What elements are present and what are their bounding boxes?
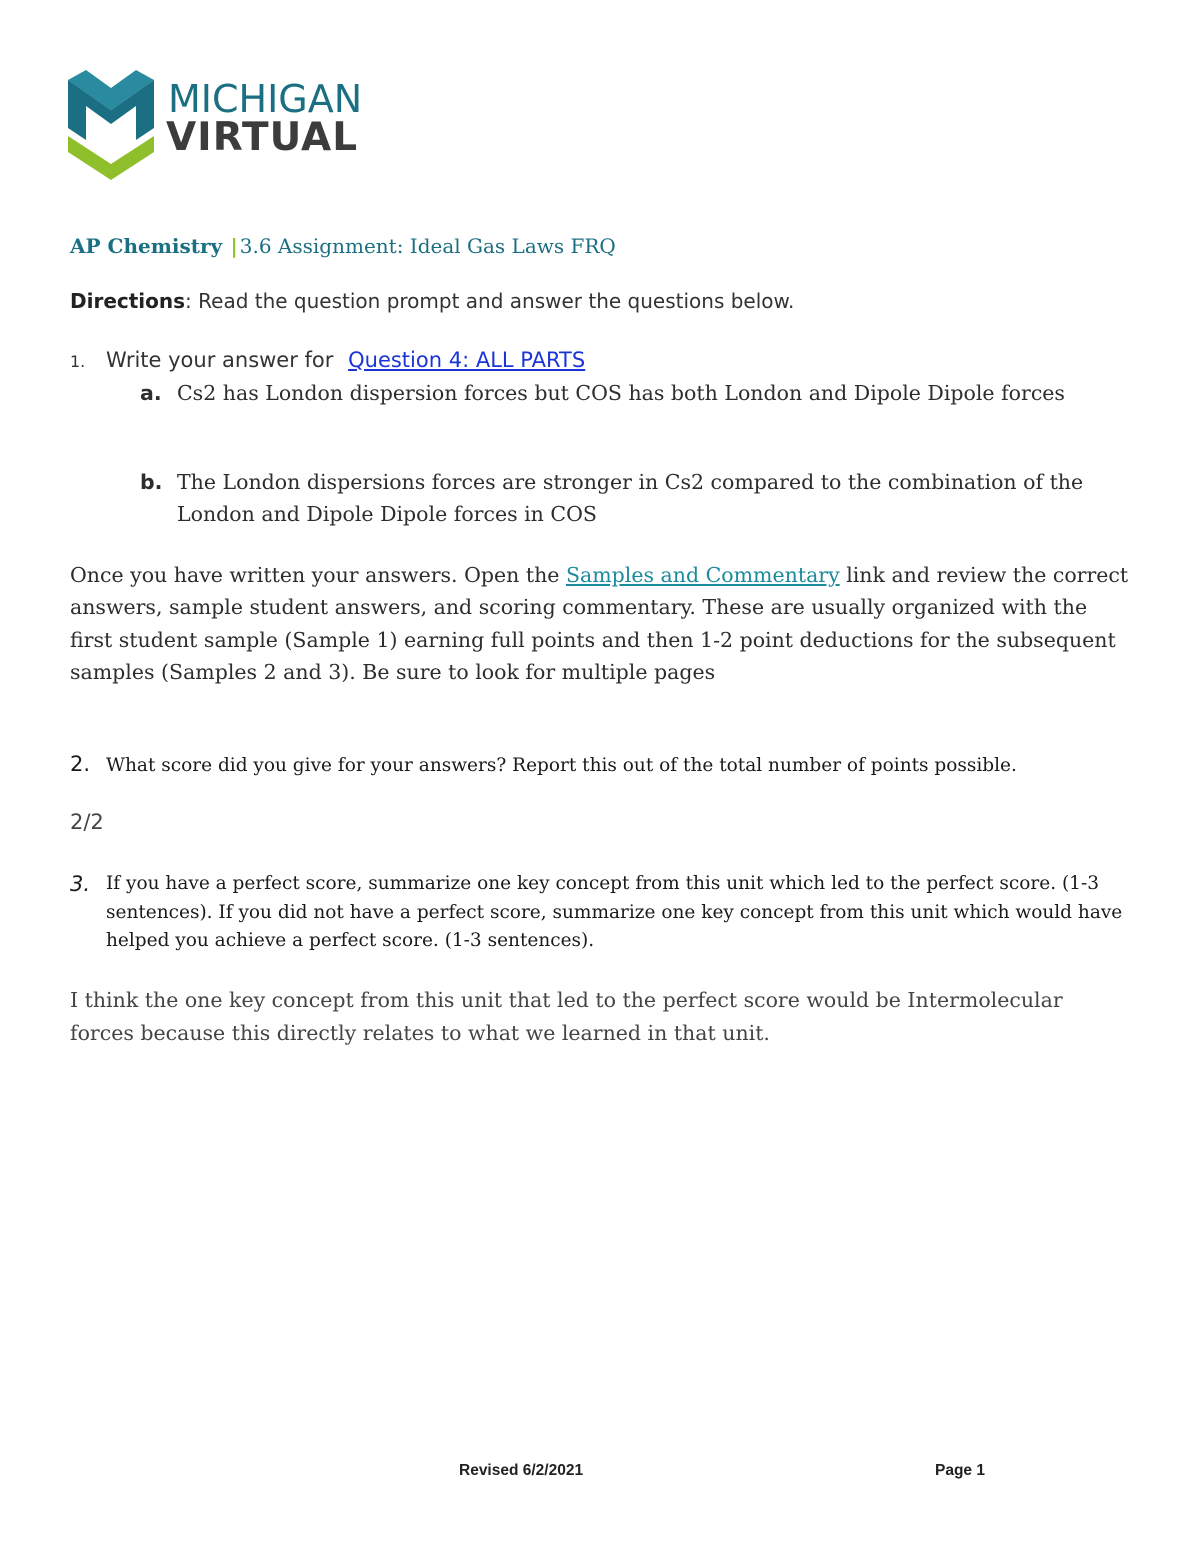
footer-revised: Revised 6/2/2021	[459, 1462, 584, 1479]
instructions-paragraph	[70, 559, 1130, 688]
question-3-prompt: If you have a perfect score, summarize one key concept from this unit which led to the perfect score. (1-3 sentences). If you did not have a perfect score, summarize one key concept from this unit which would have helped you achieve a perfect score. (1-3 sentences).	[106, 873, 1123, 951]
page-title	[70, 234, 616, 258]
instructions-after-link: link and review the correct answers, sample student answers, and scoring commentary. These are usually organized with the first student sample (Sample 1) earning full points and then 1-2 point deductions for the subsequent samples (Samples 2 and 3). Be sure to look for multiple pages	[70, 563, 1129, 684]
question-2	[70, 752, 1017, 776]
question-1-prompt: Write your answer for	[106, 348, 334, 372]
question-2-number: 2.	[70, 752, 91, 776]
footer-page-number: Page 1	[935, 1462, 985, 1479]
answer-1b	[140, 466, 1120, 530]
directions-text: : Read the question prompt and answer the questions below.	[185, 289, 795, 313]
question-1	[70, 348, 585, 372]
answer-1b-text: The London dispersions forces are stronger in Cs2 compared to the combination of the London and Dipole Dipole forces in COS	[177, 470, 1084, 526]
answer-1a-text: Cs2 has London dispersion forces but COS has both London and Dipole Dipole forces	[177, 381, 1065, 405]
answer-1a	[140, 377, 1120, 409]
answer-1b-label: b.	[140, 470, 163, 494]
samples-commentary-link[interactable]: Samples and Commentary	[565, 563, 840, 587]
question-3	[70, 870, 1140, 956]
answer-1a-label: a.	[140, 381, 162, 405]
answer-3: I think the one key concept from this unit that led to the perfect score would be Intermolecular forces because this directly relates to what we learned in that unit.	[70, 988, 1063, 1045]
michigan-virtual-logo	[66, 66, 366, 184]
assignment-name: 3.6 Assignment: Ideal Gas Laws FRQ	[239, 234, 616, 258]
question-1-number: 1.	[70, 352, 86, 371]
title-separator: |	[230, 234, 238, 258]
instructions-before-link: Once you have written your answers. Open the	[70, 563, 566, 587]
logo-text-michigan: MICHIGAN	[168, 77, 363, 121]
answer-2: 2/2	[70, 810, 104, 834]
question-3-number: 3.	[70, 872, 91, 896]
course-name: AP Chemistry	[70, 234, 223, 258]
logo-chevron-icon	[66, 66, 156, 184]
directions	[70, 289, 794, 313]
question-2-prompt: What score did you give for your answers? Report this out of the total number of points possible.	[106, 755, 1017, 776]
question-4-link[interactable]: Question 4: ALL PARTS	[348, 348, 586, 372]
directions-label: Directions	[70, 289, 186, 313]
logo-text-virtual: VIRTUAL	[166, 115, 359, 160]
